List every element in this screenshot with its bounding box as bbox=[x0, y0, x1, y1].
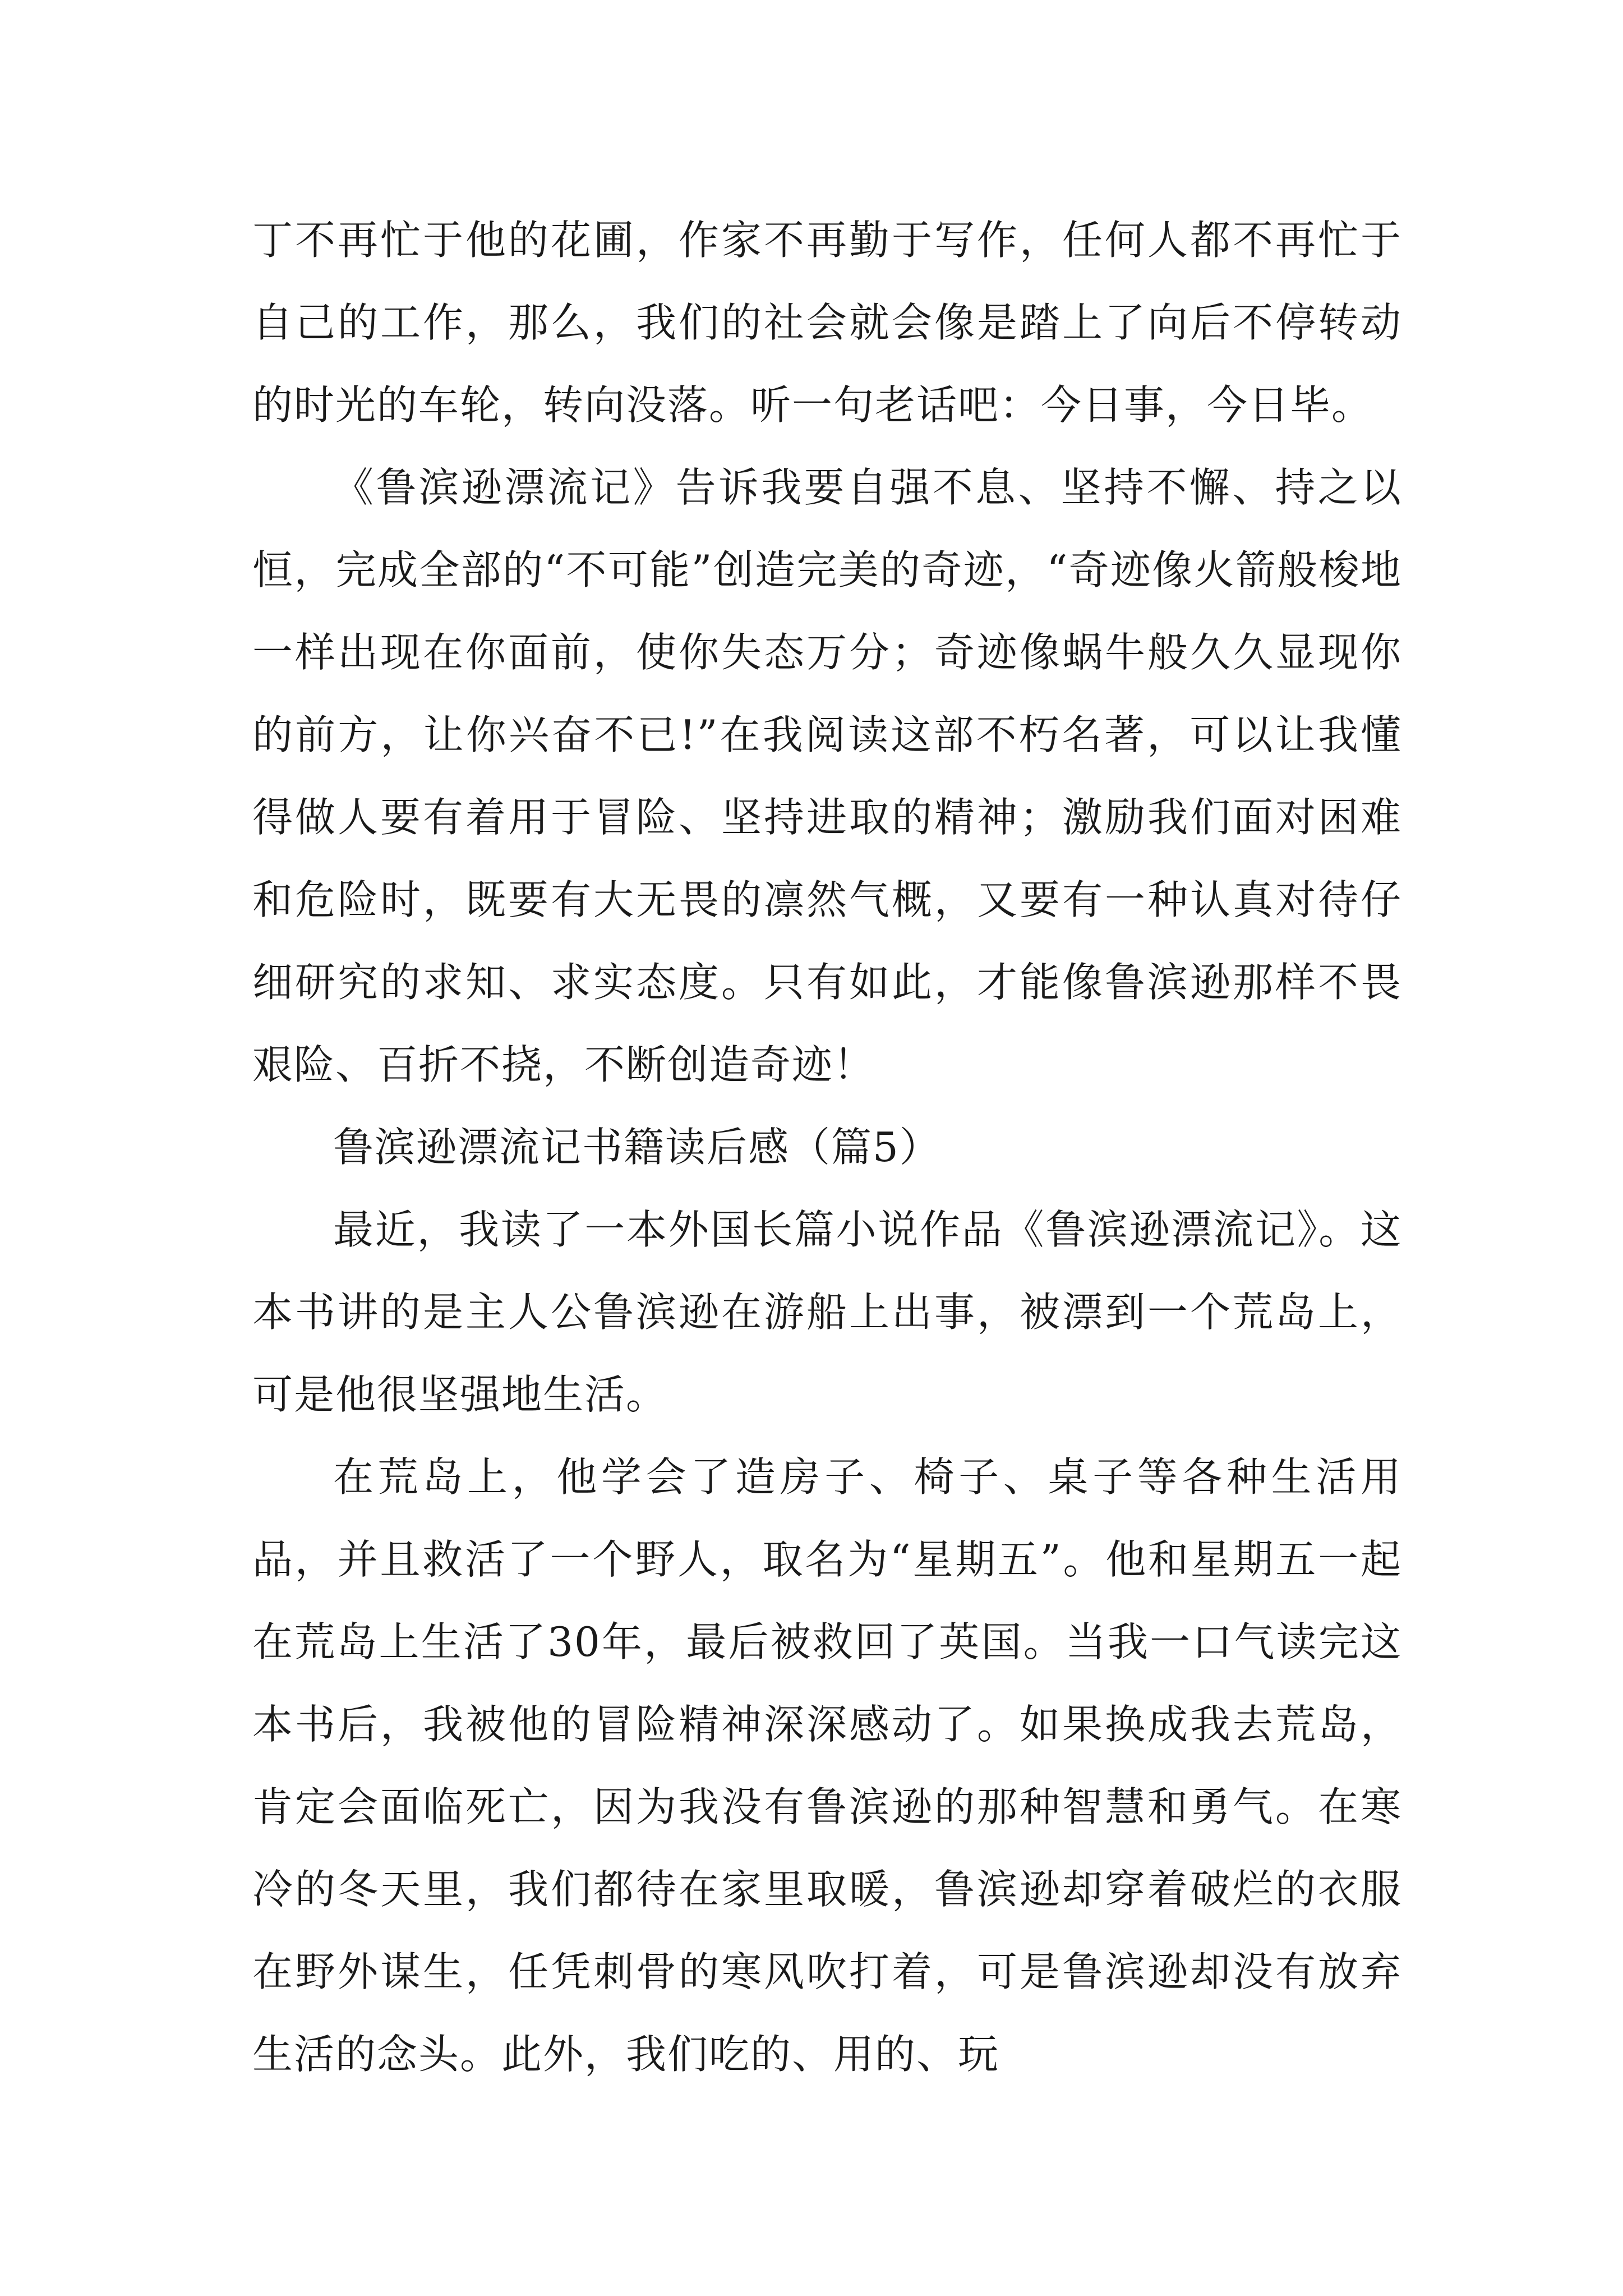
paragraph-intro: 最近，我读了一本外国长篇小说作品《鲁滨逊漂流记》。这本书讲的是主人公鲁滨逊在游船上出事，被漂到一个荒岛上，可是他很坚强地生活。 bbox=[252, 1206, 1402, 1418]
paragraph-continuation: 丁不再忙于他的花圃，作家不再勤于写作，任何人都不再忙于自己的工作，那么，我们的社会就会像是踏上了向后不停转动的时光的车轮，转向没落。听一句老话吧：今日事，今日毕。 bbox=[252, 217, 1402, 429]
body-text bbox=[252, 199, 1402, 2096]
section-heading: 鲁滨逊漂流记书籍读后感（篇5） bbox=[333, 1124, 941, 1171]
paragraph-island-life: 在荒岛上，他学会了造房子、椅子、桌子等各种生活用品，并且救活了一个野人，取名为“星期五”。他和星期五一起在荒岛上生活了30年，最后被救回了英国。当我一口气读完这本书后，我被他的冒险精神深深感动了。如果换成我去荒岛，肯定会面临死亡，因为我没有鲁滨逊的那种智慧和勇气。在寒冷的冬天里，我们都待在家里取暖，鲁滨逊却穿着破烂的衣服在野外谋生，任凭刺骨的寒风吹打着，可是鲁滨逊却没有放弃生活的念头。此外，我们吃的、用的、玩 bbox=[252, 1453, 1402, 2078]
paragraph-reflection: 《鲁滨逊漂流记》告诉我要自强不息、坚持不懈、持之以恒，完成全部的“不可能”创造完美的奇迹，“奇迹像火箭般梭地一样出现在你面前，使你失态万分；奇迹像蜗牛般久久显现你的前方，让你兴奋不已!”在我阅读这部不朽名著，可以让我懂得做人要有着用于冒险、坚持进取的精神；激励我们面对困难和危险时，既要有大无畏的凛然气概，又要有一种认真对待仔细研究的求知、求实态度。只有如此，才能像鲁滨逊那样不畏艰险、百折不挠，不断创造奇迹！ bbox=[252, 464, 1402, 1088]
